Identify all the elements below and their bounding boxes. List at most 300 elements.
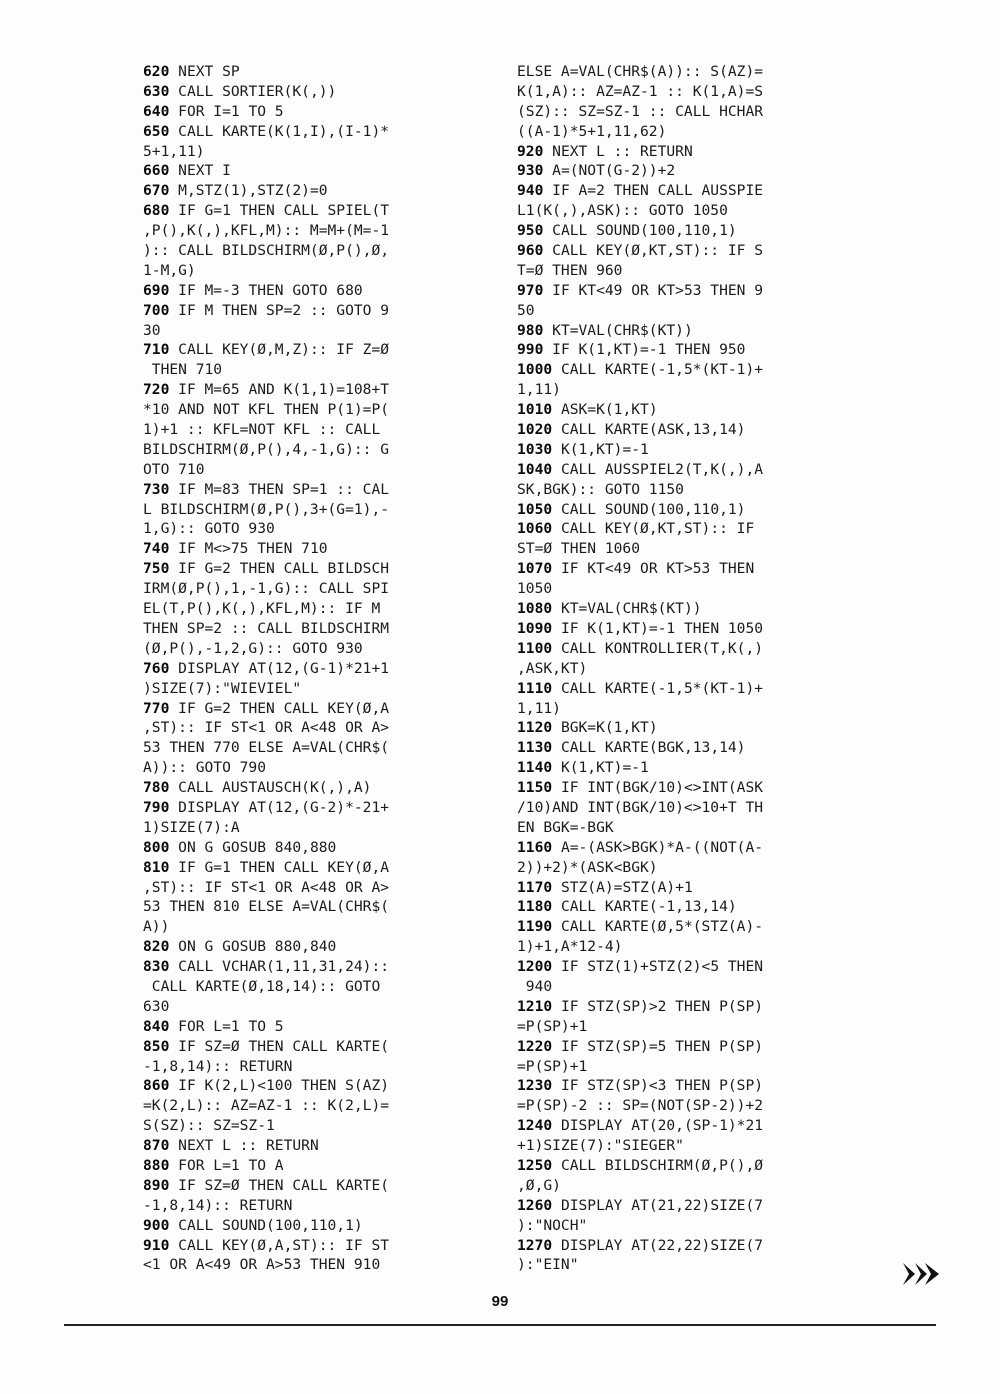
code-text: NEXT I [178, 162, 231, 180]
code-text: 53 THEN 770 ELSE A=VAL(CHR$( [143, 739, 390, 757]
line-number: 1130 [517, 739, 553, 757]
code-text: IF STZ(SP)=5 THEN P(SP) [560, 1037, 764, 1055]
code-text: L BILDSCHIRM(Ø,P(),3+(G=1),- [143, 500, 390, 518]
code-line [517, 539, 862, 559]
code-line [143, 181, 488, 201]
code-text: EL(T,P(),K(,),KFL,M):: IF M [143, 600, 381, 618]
line-number: 960 [517, 242, 544, 260]
code-line [143, 480, 488, 500]
code-text: CALL KARTE(BGK,13,14) [560, 739, 746, 757]
code-line [143, 659, 488, 679]
code-line [517, 1076, 862, 1096]
code-line [143, 201, 488, 221]
code-line [143, 500, 488, 520]
code-text: ):: CALL BILDSCHIRM(Ø,P(),Ø, [143, 242, 390, 260]
code-text: OTO 710 [143, 460, 205, 478]
code-line [517, 1196, 862, 1216]
code-line [517, 897, 862, 917]
code-text: CALL SOUND(100,110,1) [552, 222, 737, 240]
code-text: IF STZ(SP)<3 THEN P(SP) [560, 1077, 764, 1095]
code-line [517, 679, 862, 699]
code-line [517, 161, 862, 181]
code-line [517, 997, 862, 1017]
code-line [143, 1236, 488, 1256]
code-line [143, 977, 488, 997]
code-text: DISPLAY AT(22,22)SIZE(7 [560, 1236, 764, 1254]
code-line [517, 181, 862, 201]
code-text: IF M=-3 THEN GOTO 680 [178, 281, 363, 299]
line-number: 700 [143, 301, 170, 319]
code-line [143, 1156, 488, 1176]
line-number: 820 [143, 938, 170, 956]
code-line [143, 997, 488, 1017]
code-line [517, 460, 862, 480]
code-text: L1(K(,),ASK):: GOTO 1050 [517, 202, 728, 220]
code-line [517, 281, 862, 301]
code-text: 1-M,G) [143, 261, 196, 279]
line-number: 1230 [517, 1077, 553, 1095]
code-text: EN BGK=-BGK [517, 818, 614, 836]
code-line [143, 1255, 488, 1275]
code-line [517, 420, 862, 440]
line-number: 720 [143, 381, 170, 399]
code-text: ((A-1)*5+1,11,62) [517, 122, 667, 140]
code-line [143, 619, 488, 639]
code-line [517, 619, 862, 639]
code-text: FOR I=1 TO 5 [178, 102, 284, 120]
line-number: 790 [143, 798, 170, 816]
code-text: ,ST):: IF ST<1 OR A<48 OR A> [143, 719, 390, 737]
code-text: DISPLAY AT(21,22)SIZE(7 [560, 1196, 764, 1214]
code-text: 1050 [517, 580, 553, 598]
code-line [517, 937, 862, 957]
line-number: 840 [143, 1017, 170, 1035]
code-text: CALL AUSSPIEL2(T,K(,),A [560, 460, 764, 478]
code-line [517, 440, 862, 460]
line-number: 810 [143, 858, 170, 876]
code-line [517, 838, 862, 858]
code-text: IRM(Ø,P(),1,-1,G):: CALL SPI [143, 580, 390, 598]
code-line [517, 82, 862, 102]
code-text: CALL VCHAR(1,11,31,24):: [178, 958, 390, 976]
code-text: =P(SP)-2 :: SP=(NOT(SP-2))+2 [517, 1097, 764, 1115]
code-text: IF SZ=Ø THEN CALL KARTE( [178, 1037, 390, 1055]
code-line [517, 380, 862, 400]
line-number: 920 [517, 142, 544, 160]
code-text: ,P(),K(,),KFL,M):: M=M+(M=-1 [143, 222, 390, 240]
code-text: IF INT(BGK/10)<>INT(ASK [560, 779, 764, 797]
line-number: 910 [143, 1236, 170, 1254]
code-line [143, 599, 488, 619]
code-text: IF M THEN SP=2 :: GOTO 9 [178, 301, 390, 319]
code-line [143, 1096, 488, 1116]
line-number: 1100 [517, 639, 553, 657]
code-line [517, 559, 862, 579]
code-text: IF K(1,KT)=-1 THEN 950 [552, 341, 746, 359]
line-number: 710 [143, 341, 170, 359]
code-text: ):"NOCH" [517, 1216, 588, 1234]
code-text: +1)SIZE(7):"SIEGER" [517, 1137, 684, 1155]
code-text: /10)AND INT(BGK/10)<>10+T TH [517, 798, 764, 816]
code-line [517, 301, 862, 321]
code-line [143, 778, 488, 798]
code-text: NEXT L :: RETURN [552, 142, 693, 160]
code-text: STZ(A)=STZ(A)+1 [560, 878, 693, 896]
code-line [517, 201, 862, 221]
line-number: 770 [143, 699, 170, 717]
code-text: CALL KARTE(ASK,13,14) [560, 421, 746, 439]
code-text: A)):: GOTO 790 [143, 759, 267, 777]
code-text: BILDSCHIRM(Ø,P(),4,-1,G):: G [143, 440, 390, 458]
code-line [143, 937, 488, 957]
line-number: 640 [143, 102, 170, 120]
code-line [143, 261, 488, 281]
code-line [517, 718, 862, 738]
listing-column-left [143, 62, 488, 1275]
line-number: 1070 [517, 560, 553, 578]
code-line [517, 699, 862, 719]
code-line [517, 639, 862, 659]
line-number: 870 [143, 1137, 170, 1155]
code-text: KT=VAL(CHR$(KT)) [552, 321, 693, 339]
code-text: CALL KARTE(K(1,I),(I-1)* [178, 122, 390, 140]
code-line [143, 1196, 488, 1216]
code-line [517, 1255, 862, 1275]
code-text: K(1,KT)=-1 [560, 759, 649, 777]
line-number: 1200 [517, 958, 553, 976]
code-line [517, 1037, 862, 1057]
code-line [143, 1216, 488, 1236]
code-text: 1)SIZE(7):A [143, 818, 240, 836]
line-number: 690 [143, 281, 170, 299]
code-line [517, 1116, 862, 1136]
code-line [517, 917, 862, 937]
line-number: 1050 [517, 500, 553, 518]
code-text: CALL KEY(Ø,A,ST):: IF ST [178, 1236, 390, 1254]
code-line [517, 659, 862, 679]
code-text: IF SZ=Ø THEN CALL KARTE( [178, 1176, 390, 1194]
code-text: 30 [143, 321, 161, 339]
code-line [517, 241, 862, 261]
line-number: 1150 [517, 779, 553, 797]
code-text: CALL AUSTAUSCH(K(,),A) [178, 779, 372, 797]
code-line [143, 798, 488, 818]
code-line [517, 500, 862, 520]
code-line [143, 559, 488, 579]
code-line [517, 1096, 862, 1116]
code-line [517, 261, 862, 281]
code-text: IF G=2 THEN CALL BILDSCH [178, 560, 390, 578]
code-text: 50 [517, 301, 535, 319]
code-text: (SZ):: SZ=SZ-1 :: CALL HCHAR [517, 102, 764, 120]
code-text: KT=VAL(CHR$(KT)) [560, 600, 702, 618]
code-line [143, 1116, 488, 1136]
code-line [143, 519, 488, 539]
continue-arrows-icon [902, 1261, 940, 1287]
line-number: 1210 [517, 997, 553, 1015]
code-line [517, 878, 862, 898]
code-text: 940 [517, 977, 553, 995]
line-number: 1240 [517, 1117, 553, 1135]
line-number: 1120 [517, 719, 553, 737]
code-text: DISPLAY AT(12,(G-1)*21+1 [178, 659, 390, 677]
line-number: 930 [517, 162, 544, 180]
code-line [143, 579, 488, 599]
line-number: 760 [143, 659, 170, 677]
line-number: 1220 [517, 1037, 553, 1055]
code-line [143, 221, 488, 241]
code-text: ):"EIN" [517, 1256, 579, 1274]
code-text: ASK=K(1,KT) [560, 401, 658, 419]
code-text: IF M=83 THEN SP=1 :: CAL [178, 480, 390, 498]
code-line [517, 321, 862, 341]
code-line [143, 122, 488, 142]
code-text: ST=Ø THEN 1060 [517, 540, 641, 558]
code-line [143, 818, 488, 838]
code-line [143, 281, 488, 301]
code-text: 1,11) [517, 381, 561, 399]
code-text: CALL KARTE(-1,13,14) [560, 898, 737, 916]
code-text: 2))+2)*(ASK<BGK) [517, 858, 658, 876]
code-text: CALL BILDSCHIRM(Ø,P(),Ø [560, 1156, 764, 1174]
line-number: 680 [143, 202, 170, 220]
code-text: CALL KARTE(Ø,5*(STZ(A)- [560, 918, 764, 936]
code-line [143, 699, 488, 719]
code-text: DISPLAY AT(12,(G-2)*-21+ [178, 798, 390, 816]
code-line [143, 1037, 488, 1057]
code-line [143, 917, 488, 937]
code-text: A)) [143, 918, 170, 936]
line-number: 940 [517, 182, 544, 200]
code-text: DISPLAY AT(20,(SP-1)*21 [560, 1117, 764, 1135]
code-line [517, 758, 862, 778]
line-number: 620 [143, 63, 170, 80]
line-number: 1160 [517, 838, 553, 856]
line-number: 750 [143, 560, 170, 578]
code-line [143, 400, 488, 420]
code-line [143, 301, 488, 321]
code-text: =P(SP)+1 [517, 1017, 588, 1035]
code-line [143, 420, 488, 440]
code-text: IF M=65 AND K(1,1)=108+T [178, 381, 390, 399]
code-line [517, 1216, 862, 1236]
code-text: IF A=2 THEN CALL AUSSPIE [552, 182, 764, 200]
line-number: 890 [143, 1176, 170, 1194]
line-number: 900 [143, 1216, 170, 1234]
footer-rule [64, 1324, 936, 1326]
code-line [143, 1176, 488, 1196]
code-line [517, 858, 862, 878]
code-text: <1 OR A<49 OR A>53 THEN 910 [143, 1256, 381, 1274]
code-text: ON G GOSUB 880,840 [178, 938, 337, 956]
code-text: ,ST):: IF ST<1 OR A<48 OR A> [143, 878, 390, 896]
code-text: BGK=K(1,KT) [560, 719, 658, 737]
code-line [517, 738, 862, 758]
code-text: ,Ø,G) [517, 1176, 561, 1194]
line-number: 850 [143, 1037, 170, 1055]
code-line [517, 579, 862, 599]
line-number: 1040 [517, 460, 553, 478]
code-text: 630 [143, 997, 170, 1015]
code-line [517, 519, 862, 539]
code-text: CALL SORTIER(K(,)) [178, 82, 337, 100]
line-number: 1110 [517, 679, 553, 697]
code-line [143, 161, 488, 181]
code-text: S(SZ):: SZ=SZ-1 [143, 1117, 275, 1135]
code-line [143, 440, 488, 460]
code-text: 1,G):: GOTO 930 [143, 520, 275, 538]
line-number: 740 [143, 540, 170, 558]
code-text: IF KT<49 OR KT>53 THEN [560, 560, 755, 578]
code-line [517, 360, 862, 380]
code-line [143, 102, 488, 122]
code-line [517, 221, 862, 241]
code-text: CALL KEY(Ø,KT,ST):: IF [560, 520, 755, 538]
code-text: 1,11) [517, 699, 561, 717]
code-text: IF K(2,L)<100 THEN S(AZ) [178, 1077, 390, 1095]
code-text: )SIZE(7):"WIEVIEL" [143, 679, 302, 697]
line-number: 1020 [517, 421, 553, 439]
code-text: IF STZ(SP)>2 THEN P(SP) [560, 997, 764, 1015]
code-line [143, 539, 488, 559]
line-number: 950 [517, 222, 544, 240]
line-number: 1080 [517, 600, 553, 618]
code-line [517, 778, 862, 798]
code-text: A=(NOT(G-2))+2 [552, 162, 676, 180]
code-text: IF G=1 THEN CALL SPIEL(T [178, 202, 390, 220]
line-number: 1170 [517, 878, 553, 896]
line-number: 730 [143, 480, 170, 498]
code-line [143, 858, 488, 878]
code-text: 1)+1,A*12-4) [517, 938, 623, 956]
code-line [517, 1236, 862, 1256]
code-text: THEN 710 [143, 361, 223, 379]
code-line [143, 718, 488, 738]
code-line [143, 957, 488, 977]
code-line [143, 340, 488, 360]
code-line [517, 480, 862, 500]
code-text: IF K(1,KT)=-1 THEN 1050 [560, 619, 764, 637]
code-text: *10 AND NOT KFL THEN P(1)=P( [143, 401, 390, 419]
code-text: CALL KARTE(-1,5*(KT-1)+ [560, 679, 764, 697]
line-number: 1030 [517, 440, 553, 458]
line-number: 1060 [517, 520, 553, 538]
code-text: T=Ø THEN 960 [517, 261, 623, 279]
code-line [517, 1136, 862, 1156]
line-number: 860 [143, 1077, 170, 1095]
code-text: CALL KEY(Ø,M,Z):: IF Z=Ø [178, 341, 390, 359]
code-line [517, 798, 862, 818]
code-line [517, 818, 862, 838]
code-line [517, 977, 862, 997]
code-text: -1,8,14):: RETURN [143, 1196, 293, 1214]
code-text: -1,8,14):: RETURN [143, 1057, 293, 1075]
code-line [517, 142, 862, 162]
code-line [517, 400, 862, 420]
code-line [143, 738, 488, 758]
code-line [143, 460, 488, 480]
code-line [143, 1017, 488, 1037]
code-line [143, 679, 488, 699]
code-text: ELSE A=VAL(CHR$(A)):: S(AZ)= [517, 63, 764, 80]
line-number: 1190 [517, 918, 553, 936]
code-text: CALL KONTROLLIER(T,K(,) [560, 639, 764, 657]
code-line [517, 1156, 862, 1176]
line-number: 1090 [517, 619, 553, 637]
code-text: FOR L=1 TO 5 [178, 1017, 284, 1035]
code-line [517, 957, 862, 977]
line-number: 1140 [517, 759, 553, 777]
code-line [517, 1017, 862, 1037]
code-text: CALL KEY(Ø,KT,ST):: IF S [552, 242, 764, 260]
code-line [143, 1076, 488, 1096]
code-text: SK,BGK):: GOTO 1150 [517, 480, 684, 498]
code-text: 5+1,11) [143, 142, 205, 160]
code-line [517, 599, 862, 619]
code-line [517, 340, 862, 360]
line-number: 970 [517, 281, 544, 299]
code-line [143, 758, 488, 778]
code-line [143, 897, 488, 917]
code-text: =K(2,L):: AZ=AZ-1 :: K(2,L)= [143, 1097, 390, 1115]
code-text: (Ø,P(),-1,2,G):: GOTO 930 [143, 639, 363, 657]
code-line [143, 878, 488, 898]
line-number: 990 [517, 341, 544, 359]
code-line [143, 241, 488, 261]
code-text: A=-(ASK>BGK)*A-((NOT(A- [560, 838, 764, 856]
code-text: IF KT<49 OR KT>53 THEN 9 [552, 281, 764, 299]
code-text: IF STZ(1)+STZ(2)<5 THEN [560, 958, 764, 976]
code-line [143, 1136, 488, 1156]
code-text: K(1,KT)=-1 [560, 440, 649, 458]
code-line [517, 1057, 862, 1077]
code-text: ,ASK,KT) [517, 659, 588, 677]
code-text: ON G GOSUB 840,880 [178, 838, 337, 856]
code-line [143, 360, 488, 380]
code-text: K(1,A):: AZ=AZ-1 :: K(1,A)=S [517, 82, 764, 100]
code-line [143, 321, 488, 341]
code-text: CALL KARTE(-1,5*(KT-1)+ [560, 361, 764, 379]
line-number: 780 [143, 779, 170, 797]
line-number: 830 [143, 958, 170, 976]
code-text: M,STZ(1),STZ(2)=0 [178, 182, 328, 200]
code-text: =P(SP)+1 [517, 1057, 588, 1075]
code-text: THEN SP=2 :: CALL BILDSCHIRM [143, 619, 390, 637]
code-line [143, 82, 488, 102]
code-text: CALL SOUND(100,110,1) [178, 1216, 363, 1234]
line-number: 1260 [517, 1196, 553, 1214]
code-line [143, 639, 488, 659]
code-line [143, 62, 488, 82]
code-line [143, 838, 488, 858]
code-text: 53 THEN 810 ELSE A=VAL(CHR$( [143, 898, 390, 916]
line-number: 1250 [517, 1156, 553, 1174]
code-line [517, 122, 862, 142]
line-number: 660 [143, 162, 170, 180]
code-text: NEXT L :: RETURN [178, 1137, 319, 1155]
line-number: 1270 [517, 1236, 553, 1254]
code-text: IF G=2 THEN CALL KEY(Ø,A [178, 699, 390, 717]
line-number: 880 [143, 1156, 170, 1174]
line-number: 1010 [517, 401, 553, 419]
line-number: 650 [143, 122, 170, 140]
page-number: 99 [491, 1293, 509, 1310]
line-number: 630 [143, 82, 170, 100]
code-text: IF G=1 THEN CALL KEY(Ø,A [178, 858, 390, 876]
line-number: 1180 [517, 898, 553, 916]
code-text: NEXT SP [178, 63, 240, 80]
listing-column-right [517, 62, 862, 1275]
